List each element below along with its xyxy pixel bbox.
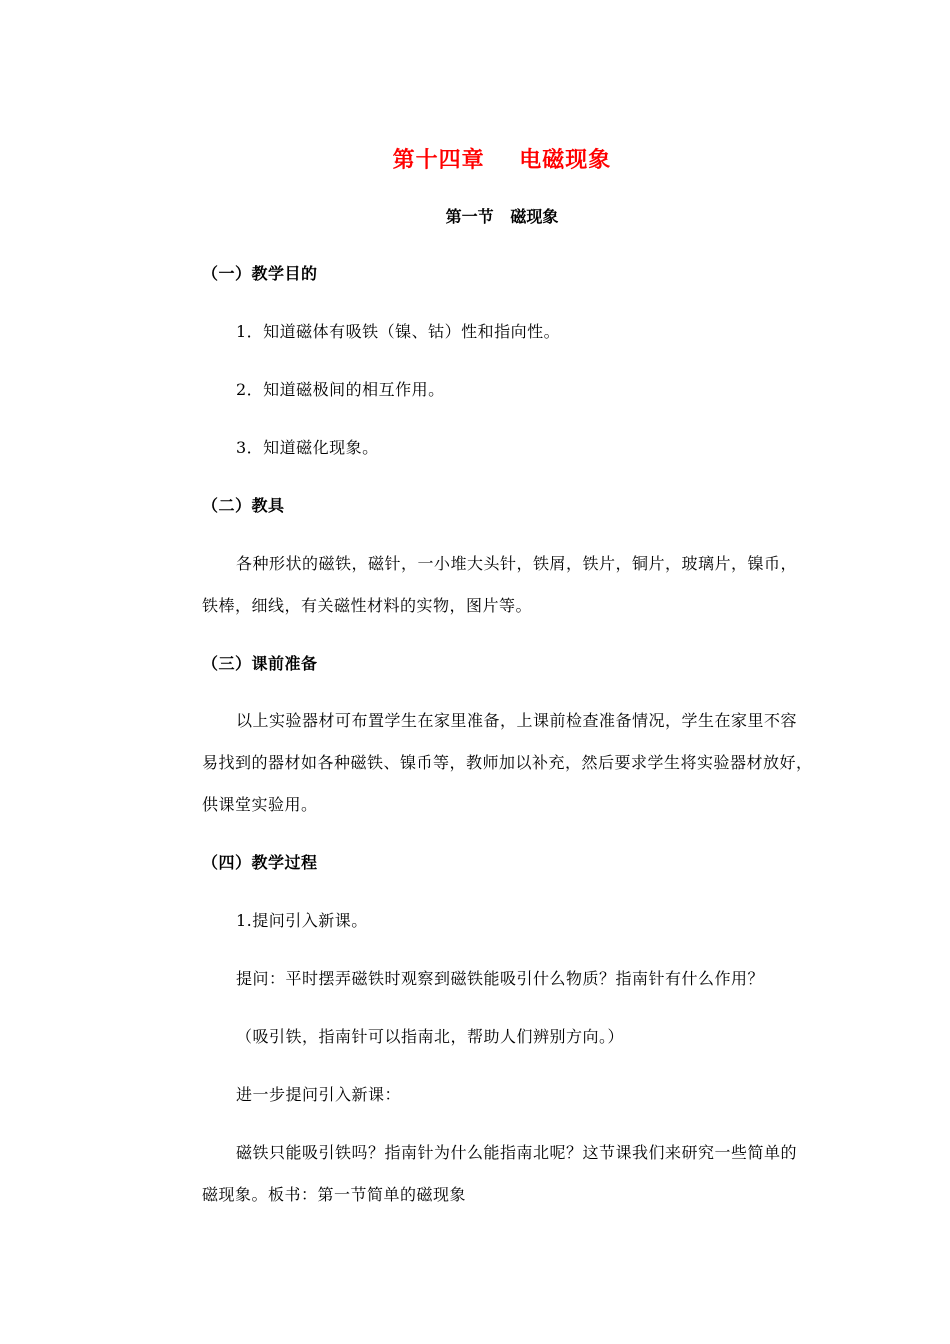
- objective-item: 2．知道磁极间的相互作用。: [236, 380, 445, 399]
- process-line: 磁铁只能吸引铁吗？指南针为什么能指南北呢？这节课我们来研究一些简单的: [236, 1143, 798, 1162]
- process-line: 提问：平时摆弄磁铁时观察到磁铁能吸引什么物质？指南针有什么作用？: [236, 969, 765, 988]
- paragraph-line: 铁棒，细线，有关磁性材料的实物，图片等。: [202, 596, 533, 615]
- paragraph-line: 供课堂实验用。: [202, 795, 318, 814]
- objective-item: 3．知道磁化现象。: [236, 438, 379, 457]
- process-line: 进一步提问引入新课：: [236, 1085, 402, 1104]
- paragraph-line: 各种形状的磁铁，磁针，一小堆大头针，铁屑，铁片，铜片，玻璃片，镍币，: [236, 554, 798, 573]
- section-title: 第一节 磁现象: [445, 207, 559, 226]
- objective-item: 1．知道磁体有吸铁（镍、钴）性和指向性。: [236, 322, 561, 341]
- process-line: （吸引铁，指南针可以指南北，帮助人们辨别方向。）: [236, 1027, 625, 1046]
- section-heading-objectives: （一）教学目的: [202, 264, 318, 283]
- paragraph-line: 易找到的器材如各种磁铁、镍币等，教师加以补充，然后要求学生将实验器材放好，: [202, 753, 813, 772]
- process-line: 1.提问引入新课。: [236, 911, 368, 930]
- chapter-title: 第十四章 电磁现象: [392, 147, 612, 173]
- process-line: 磁现象。板书：第一节简单的磁现象: [202, 1185, 467, 1204]
- section-heading-preparation: （三）课前准备: [202, 654, 318, 673]
- section-heading-process: （四）教学过程: [202, 853, 318, 872]
- section-heading-teaching-aids: （二）教具: [202, 496, 285, 515]
- paragraph-line: 以上实验器材可布置学生在家里准备，上课前检查准备情况，学生在家里不容: [236, 711, 798, 730]
